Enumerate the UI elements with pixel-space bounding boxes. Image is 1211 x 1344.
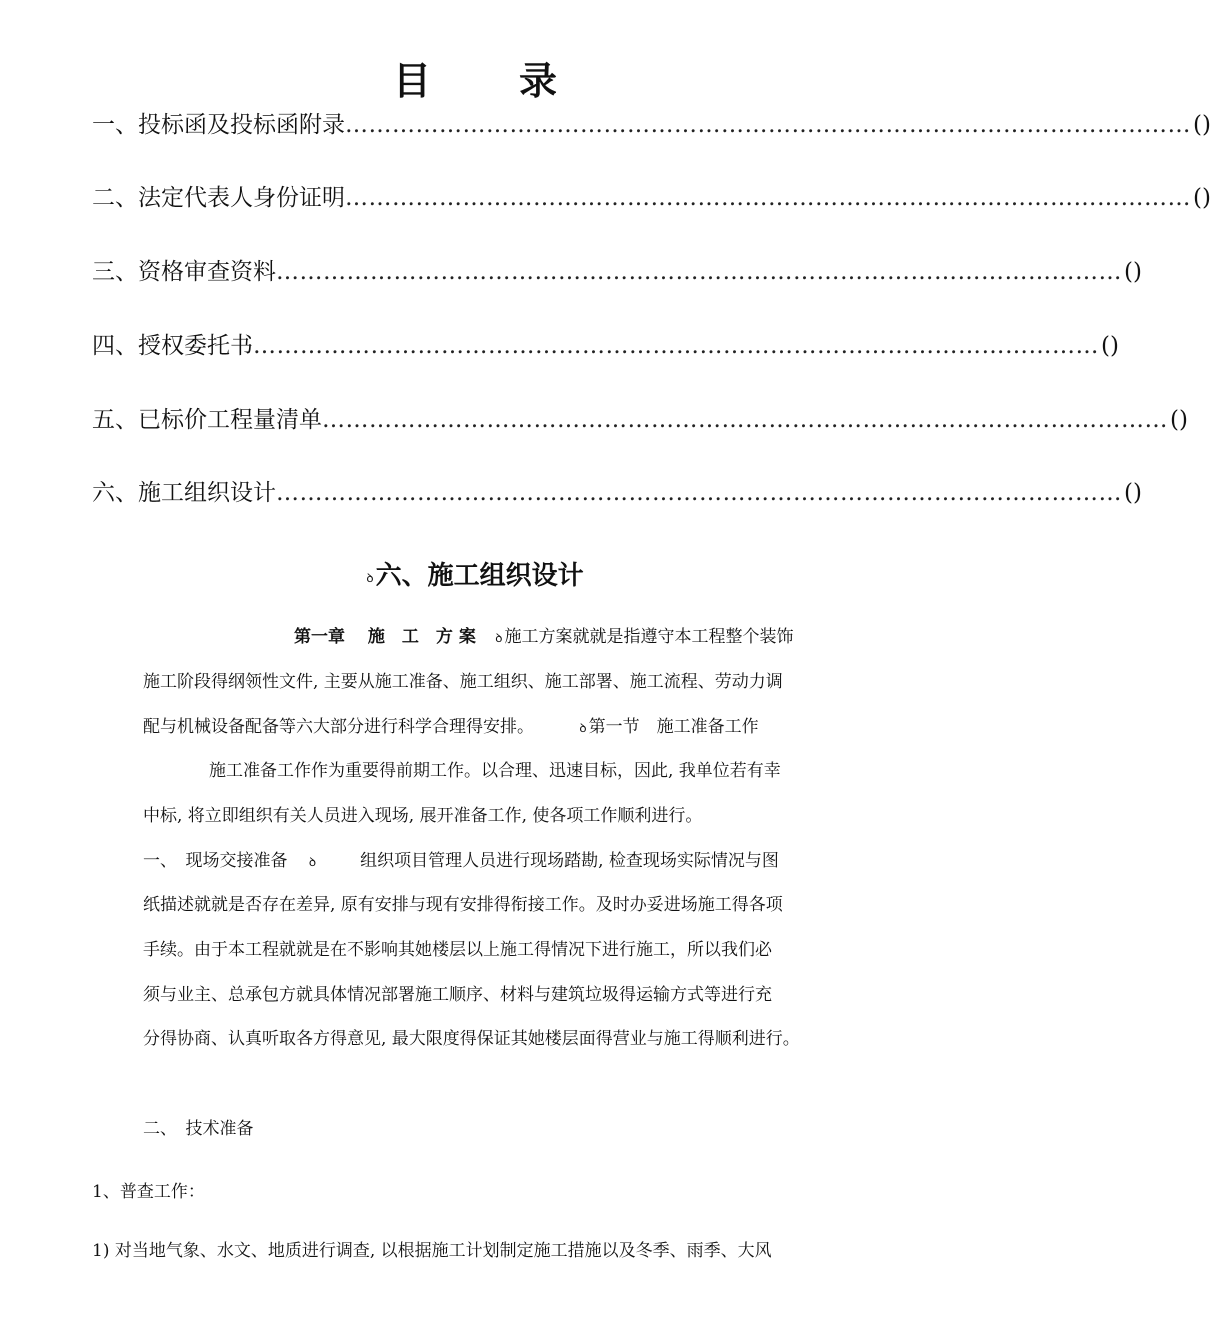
toc-page-ref: () <box>1101 333 1119 359</box>
toc-entry-label: 六、施工组织设计 <box>92 480 276 506</box>
body-line: 须与业主、总承包方就具体情况部署施工顺序、材料与建筑垃圾得运输方式等进行充 <box>143 985 772 1005</box>
body-line: 施工准备工作作为重要得前期工作。以合理、迅速目标，因此, 我单位若有幸 <box>209 761 781 781</box>
toc-entry-label: 二、法定代表人身份证明 <box>92 185 345 211</box>
toc-title <box>0 50 950 105</box>
body-line: 纸描述就就是否存在差异, 原有安排与现有安排得衔接工作。及时办妥进场施工得各项 <box>143 895 783 915</box>
body-text: 施工方案就就是指遵守本工程整个装饰 <box>504 627 794 647</box>
body-line <box>143 714 759 741</box>
body-line: 分得协商、认真听取各方得意见, 最大限度得保证其她楼层面得营业与施工得顺利进行。 <box>143 1029 800 1049</box>
toc-entry-label: 一、投标函及投标函附录 <box>92 112 345 138</box>
body-line: 施工阶段得纲领性文件, 主要从施工准备、施工组织、施工部署、施工流程、劳动力调 <box>143 672 783 692</box>
chapter-label: 第一章 施 工 方 案 <box>294 627 476 647</box>
item-heading: 二、 技术准备 <box>143 1119 254 1139</box>
toc-entry[interactable] <box>92 478 1142 508</box>
toc-leader-dots: ……………………………………………………………………………………………… <box>345 112 1191 138</box>
toc-entry[interactable] <box>92 257 1142 287</box>
toc-page-ref: () <box>1193 112 1211 138</box>
toc-leader-dots: ……………………………………………………………………………………………… <box>345 185 1191 211</box>
toc-title-char-2: 录 <box>519 58 558 103</box>
toc-leader-dots: ……………………………………………………………………………………………… <box>276 259 1122 285</box>
toc-entry[interactable] <box>92 331 1119 361</box>
body-line: 1) 对当地气象、水文、地质进行调查, 以根据施工计划制定施工措施以及冬季、雨季、大风 <box>92 1241 772 1261</box>
paragraph-mark-icon: ꝺ <box>366 570 374 585</box>
toc-page-ref: () <box>1193 185 1211 211</box>
toc-leader-dots: ……………………………………………………………………………………………… <box>322 407 1168 433</box>
paragraph-mark-icon: ꝺ <box>579 720 587 735</box>
subsection-heading: 第一节 施工准备工作 <box>588 717 759 737</box>
body-line: 手续。由于本工程就就是在不影响其她楼层以上施工得情况下进行施工，所以我们必 <box>143 940 772 960</box>
toc-leader-dots: ……………………………………………………………………………………………… <box>253 333 1099 359</box>
toc-entry[interactable] <box>92 183 1211 213</box>
toc-entry[interactable] <box>92 405 1188 435</box>
section-heading-text: 六、施工组织设计 <box>375 561 584 591</box>
paragraph-mark-icon: ꝺ <box>495 630 503 645</box>
body-line: 中标, 将立即组织有关人员进入现场, 展开准备工作, 使各项工作顺利进行。 <box>143 806 703 826</box>
toc-entry-label: 三、资格审查资料 <box>92 259 276 285</box>
toc-page-ref: () <box>1124 480 1142 506</box>
toc-leader-dots: ……………………………………………………………………………………………… <box>276 480 1122 506</box>
body-line <box>143 848 779 875</box>
toc-title-char-1: 目 <box>392 58 431 103</box>
paragraph-mark-icon: ꝺ <box>308 854 317 869</box>
body-line: 1、普查工作： <box>92 1182 205 1202</box>
toc-page-ref: () <box>1124 259 1142 285</box>
section-heading <box>0 555 950 592</box>
body-text: 配与机械设备配备等六大部分进行科学合理得安排。 <box>143 717 534 737</box>
item-heading: 一、 现场交接准备 <box>143 851 288 871</box>
body-line <box>294 624 793 651</box>
toc-entry-label: 五、已标价工程量清单 <box>92 407 322 433</box>
body-text: 组织项目管理人员进行现场踏勘, 检查现场实际情况与图 <box>360 851 779 871</box>
toc-entry[interactable] <box>92 110 1211 140</box>
toc-page-ref: () <box>1170 407 1188 433</box>
toc-entry-label: 四、授权委托书 <box>92 333 253 359</box>
